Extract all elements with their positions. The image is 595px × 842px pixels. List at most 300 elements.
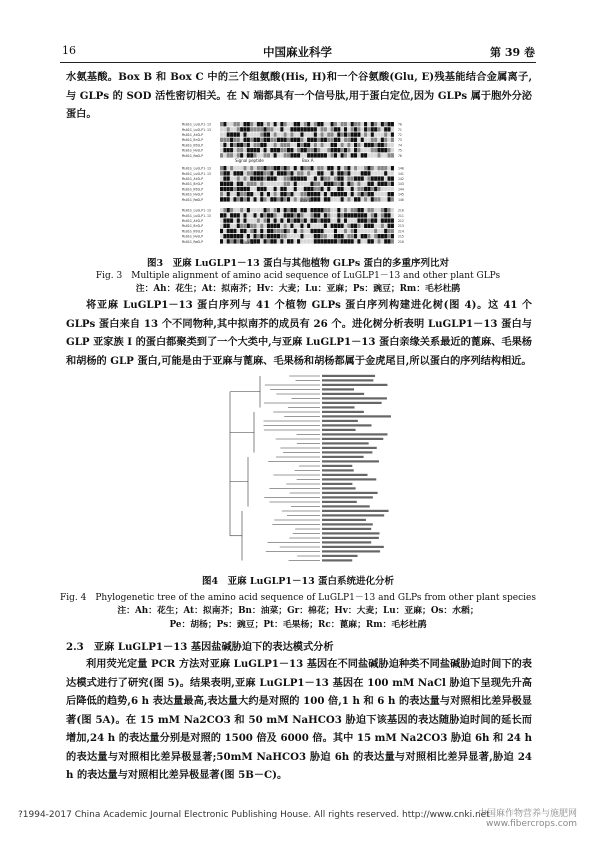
alignment-cell: [344, 213, 347, 217]
alignment-cell: [310, 127, 313, 131]
alignment-cell: [233, 143, 236, 147]
alignment-cell: [354, 132, 357, 136]
alignment-cell: [367, 229, 370, 233]
alignment-cell: [267, 143, 270, 147]
alignment-cell: [367, 187, 370, 191]
alignment-cell: [300, 171, 303, 175]
tree-leaf-label: [322, 388, 354, 390]
alignment-cell: [290, 182, 293, 186]
alignment-cell: [227, 213, 230, 217]
alignment-cell: [304, 132, 307, 136]
alignment-cell: [367, 143, 370, 147]
alignment-cell: [364, 132, 367, 136]
alignment-position: 146: [398, 197, 404, 202]
alignment-cell: [324, 229, 327, 233]
alignment-cell: [300, 213, 303, 217]
alignment-cell: [297, 192, 300, 196]
alignment-cell: [344, 224, 347, 228]
watermark-cn: 中国麻作物营养与施肥网: [477, 809, 577, 819]
alignment-cell: [347, 138, 350, 142]
alignment-cell: [274, 192, 277, 196]
alignment-cell: [321, 148, 324, 152]
alignment-cell: [354, 197, 357, 201]
tree-leaf-label: [322, 559, 352, 561]
alignment-cell: [371, 171, 374, 175]
alignment-cell: [347, 176, 350, 180]
alignment-cell: [237, 218, 240, 222]
alignment-cell: [317, 132, 320, 136]
alignment-cell: [264, 234, 267, 238]
alignment-cell: [341, 127, 344, 131]
alignment-position: 215: [398, 234, 404, 239]
alignment-cell: [250, 148, 253, 152]
alignment-cell: [354, 138, 357, 142]
alignment-cell: [294, 208, 297, 212]
alignment-cell: [277, 187, 280, 191]
alignment-cell: [250, 143, 253, 147]
figure3-caption-en: Fig. 3 Multiple alignment of amino acid sequence of LuGLP1－13 and other plant GLPs: [95, 271, 501, 281]
alignment-cell: [297, 122, 300, 126]
alignment-cell: [227, 127, 230, 131]
alignment-cell: [307, 213, 310, 217]
alignment-cell: [354, 122, 357, 126]
alignment-cell: [264, 208, 267, 212]
alignment-cell: [257, 192, 260, 196]
alignment-cell: [357, 234, 360, 238]
alignment-cell: [331, 127, 334, 131]
alignment-cell: [270, 153, 273, 157]
alignment-cell: [388, 192, 391, 196]
alignment-cell: [294, 182, 297, 186]
alignment-cell: [324, 122, 327, 126]
alignment-cell: [314, 208, 317, 212]
alignment-cell: [321, 132, 324, 136]
alignment-cell: [243, 138, 246, 142]
alignment-cell: [307, 218, 310, 222]
alignment-cell: [250, 176, 253, 180]
alignment-cell: [377, 213, 380, 217]
alignment-cell: [307, 171, 310, 175]
alignment-position: 143: [398, 182, 404, 187]
alignment-cell: [344, 122, 347, 126]
alignment-cell: [297, 166, 300, 170]
alignment-cell: [377, 127, 380, 131]
alignment-cell: [280, 229, 283, 233]
alignment-cell: [277, 182, 280, 186]
alignment-cell: [290, 143, 293, 147]
alignment-cell: [274, 138, 277, 142]
alignment-cell: [220, 166, 223, 170]
alignment-cell: [307, 132, 310, 136]
alignment-cell: [230, 153, 233, 157]
alignment-cell: [361, 239, 364, 243]
alignment-cell: [230, 239, 233, 243]
alignment-cell: [257, 234, 260, 238]
alignment-cell: [227, 148, 230, 152]
alignment-cell: [267, 239, 270, 243]
alignment-cell: [381, 218, 384, 222]
alignment-cell: [357, 187, 360, 191]
alignment-cell: [347, 239, 350, 243]
alignment-cell: [361, 213, 364, 217]
alignment-cell: [341, 208, 344, 212]
alignment-cell: [364, 171, 367, 175]
alignment-cell: [277, 176, 280, 180]
alignment-cell: [314, 153, 317, 157]
alignment-cell: [384, 132, 387, 136]
alignment-cell: [240, 148, 243, 152]
alignment-cell: [237, 187, 240, 191]
alignment-cell: [270, 218, 273, 222]
alignment-cell: [341, 192, 344, 196]
alignment-cell: [388, 208, 391, 212]
alignment-cell: [260, 171, 263, 175]
alignment-cell: [294, 224, 297, 228]
tree-leaf-label: [322, 393, 364, 395]
tree-leaf-label: [322, 505, 370, 507]
alignment-cell: [243, 182, 246, 186]
alignment-cell: [354, 234, 357, 238]
alignment-cell: [391, 153, 394, 157]
alignment-cell: [277, 166, 280, 170]
alignment-cell: [388, 239, 391, 243]
alignment-cell: [233, 122, 236, 126]
alignment-cell: [247, 176, 250, 180]
alignment-cell: [267, 213, 270, 217]
alignment-cell: [310, 218, 313, 222]
alignment-cell: [230, 127, 233, 131]
paragraph-3: 利用荧光定量 PCR 方法对亚麻 LuGLP1－13 基因在不同盐碱胁迫种类不同盐碱胁迫时间下的表达模式进行了研究(图 5)。结果表明,亚麻 LuGLP1－13 基因在 100 mM NaCl 胁迫下呈现先升高后降低的趋势,6 h 表达量最高,表达量大约是对照的 100 倍,1 h 和 6 h 的表达量与对照相比差异极显著(图 5A)。在 15 mM Na2CO3 和 50 mM NaHCO3 胁迫下该基因的表达随胁迫时间的延长而增加,24 h 的表达量分别是对照的 1500 倍及 6000 倍。其中 15 mM Na2CO3 胁迫 6h 和 24 h 的表达量与对照相比差异极显著;50mM NaHCO3 胁迫 6h 的表达量与对照相比差异显著,胁迫 24 h 的表达量与对照相比差异极显著(图 5B－C)。: [66, 658, 532, 781]
tree-leaf-label: [322, 456, 364, 458]
alignment-cell: [317, 148, 320, 152]
alignment-cell: [240, 176, 243, 180]
alignment-cell: [314, 122, 317, 126]
tree-leaf-label: [322, 420, 358, 422]
alignment-cell: [361, 166, 364, 170]
alignment-cell: [223, 182, 226, 186]
alignment-cell: [257, 229, 260, 233]
alignment-cell: [294, 143, 297, 147]
alignment-cell: [243, 127, 246, 131]
alignment-cell: [327, 122, 330, 126]
alignment-cell: [284, 208, 287, 212]
alignment-cell: [260, 166, 263, 170]
alignment-cell: [367, 171, 370, 175]
label-box-b: Box B: [300, 198, 312, 203]
alignment-seq-id: Ms01G_BrGLP: [182, 138, 204, 143]
alignment-cell: [250, 224, 253, 228]
alignment-cell: [384, 239, 387, 243]
label-box-a: Box A: [302, 158, 314, 163]
alignment-cell: [364, 166, 367, 170]
alignment-cell: [317, 224, 320, 228]
alignment-cell: [307, 127, 310, 131]
tree-leaf-label: [322, 496, 373, 498]
alignment-cell: [374, 187, 377, 191]
alignment-cell: [384, 143, 387, 147]
alignment-cell: [247, 138, 250, 142]
alignment-cell: [364, 229, 367, 233]
alignment-cell: [324, 197, 327, 201]
alignment-cell: [290, 197, 293, 201]
alignment-cell: [257, 153, 260, 157]
alignment-cell: [304, 218, 307, 222]
alignment-cell: [347, 208, 350, 212]
alignment-cell: [334, 229, 337, 233]
tree-leaf-label: [322, 451, 372, 453]
alignment-cell: [341, 197, 344, 201]
alignment-cell: [254, 127, 257, 131]
alignment-cell: [267, 127, 270, 131]
alignment-cell: [327, 224, 330, 228]
alignment-cell: [314, 192, 317, 196]
alignment-cell: [331, 148, 334, 152]
alignment-cell: [243, 192, 246, 196]
alignment-cell: [374, 166, 377, 170]
alignment-cell: [267, 153, 270, 157]
alignment-cell: [237, 182, 240, 186]
alignment-cell: [240, 208, 243, 212]
alignment-cell: [334, 122, 337, 126]
alignment-cell: [364, 187, 367, 191]
tree-leaf-label: [322, 460, 379, 462]
alignment-cell: [227, 138, 230, 142]
alignment-cell: [230, 229, 233, 233]
alignment-cell: [264, 187, 267, 191]
alignment-cell: [300, 182, 303, 186]
alignment-cell: [388, 148, 391, 152]
alignment-cell: [250, 132, 253, 136]
alignment-cell: [257, 197, 260, 201]
tree-leaf-label: [322, 541, 371, 543]
alignment-cell: [294, 239, 297, 243]
alignment-seq-id: Ms01G_BrGLP: [182, 224, 204, 229]
alignment-cell: [347, 234, 350, 238]
alignment-cell: [223, 192, 226, 196]
alignment-cell: [351, 234, 354, 238]
alignment-seq-id: Ms01G_HvGLP: [182, 192, 204, 197]
alignment-cell: [250, 208, 253, 212]
alignment-cell: [240, 143, 243, 147]
alignment-cell: [341, 153, 344, 157]
alignment-cell: [304, 122, 307, 126]
alignment-cell: [361, 176, 364, 180]
alignment-cell: [230, 138, 233, 142]
alignment-cell: [331, 182, 334, 186]
alignment-cell: [267, 138, 270, 142]
alignment-cell: [357, 192, 360, 196]
alignment-cell: [270, 239, 273, 243]
alignment-cell: [277, 153, 280, 157]
alignment-cell: [357, 171, 360, 175]
alignment-cell: [344, 182, 347, 186]
alignment-position: 141: [398, 171, 404, 176]
alignment-cell: [237, 127, 240, 131]
alignment-cell: [270, 208, 273, 212]
alignment-cell: [240, 213, 243, 217]
figure4-caption-en: Fig. 4 Phylogenetic tree of the amino acid sequence of LuGLP1－13 and GLPs from other plant species: [60, 593, 536, 603]
alignment-cell: [233, 208, 236, 212]
alignment-cell: [300, 132, 303, 136]
alignment-cell: [351, 224, 354, 228]
alignment-cell: [324, 143, 327, 147]
alignment-cell: [254, 229, 257, 233]
alignment-cell: [310, 187, 313, 191]
alignment-cell: [223, 127, 226, 131]
alignment-cell: [307, 153, 310, 157]
alignment-cell: [384, 166, 387, 170]
alignment-cell: [257, 187, 260, 191]
alignment-cell: [357, 229, 360, 233]
alignment-cell: [294, 187, 297, 191]
alignment-cell: [354, 239, 357, 243]
alignment-cell: [240, 153, 243, 157]
alignment-cell: [274, 176, 277, 180]
tree-leaf-label: [322, 550, 380, 552]
alignment-cell: [223, 218, 226, 222]
alignment-cell: [277, 229, 280, 233]
alignment-cell: [377, 148, 380, 152]
alignment-cell: [344, 229, 347, 233]
alignment-cell: [254, 171, 257, 175]
tree-leaf-label: [322, 523, 373, 525]
alignment-cell: [297, 171, 300, 175]
alignment-cell: [391, 171, 394, 175]
alignment-cell: [371, 122, 374, 126]
alignment-cell: [267, 171, 270, 175]
alignment-cell: [374, 143, 377, 147]
alignment-cell: [361, 138, 364, 142]
alignment-cell: [374, 148, 377, 152]
alignment-cell: [233, 166, 236, 170]
alignment-cell: [250, 192, 253, 196]
alignment-cell: [227, 234, 230, 238]
alignment-cell: [361, 192, 364, 196]
alignment-cell: [357, 176, 360, 180]
alignment-cell: [243, 153, 246, 157]
alignment-cell: [334, 192, 337, 196]
alignment-cell: [391, 224, 394, 228]
alignment-cell: [391, 166, 394, 170]
alignment-cell: [381, 229, 384, 233]
alignment-cell: [237, 171, 240, 175]
alignment-cell: [264, 218, 267, 222]
alignment-cell: [317, 229, 320, 233]
alignment-cell: [388, 187, 391, 191]
alignment-cell: [257, 132, 260, 136]
alignment-cell: [250, 127, 253, 131]
alignment-seq-id: Ms01G_LuGLP1-13: [182, 122, 211, 127]
alignment-cell: [371, 132, 374, 136]
alignment-cell: [220, 224, 223, 228]
alignment-cell: [254, 187, 257, 191]
alignment-cell: [361, 197, 364, 201]
alignment-cell: [287, 127, 290, 131]
alignment-cell: [277, 224, 280, 228]
alignment-cell: [233, 213, 236, 217]
alignment-cell: [388, 143, 391, 147]
alignment-cell: [267, 132, 270, 136]
alignment-cell: [290, 192, 293, 196]
alignment-cell: [351, 122, 354, 126]
alignment-cell: [257, 138, 260, 142]
alignment-cell: [237, 197, 240, 201]
alignment-cell: [321, 127, 324, 131]
alignment-cell: [327, 239, 330, 243]
alignment-cell: [240, 122, 243, 126]
alignment-cell: [321, 234, 324, 238]
tree-leaf-label: [322, 478, 376, 480]
alignment-cell: [307, 234, 310, 238]
alignment-cell: [304, 239, 307, 243]
alignment-cell: [257, 143, 260, 147]
alignment-cell: [327, 143, 330, 147]
alignment-cell: [384, 182, 387, 186]
alignment-cell: [280, 176, 283, 180]
alignment-cell: [237, 213, 240, 217]
alignment-cell: [220, 208, 223, 212]
alignment-position: 73: [398, 138, 402, 143]
alignment-cell: [290, 176, 293, 180]
alignment-cell: [364, 234, 367, 238]
alignment-cell: [227, 132, 230, 136]
alignment-cell: [297, 208, 300, 212]
alignment-cell: [354, 224, 357, 228]
tree-leaf-label: [322, 469, 354, 471]
alignment-cell: [300, 234, 303, 238]
alignment-cell: [357, 224, 360, 228]
alignment-cell: [237, 122, 240, 126]
alignment-cell: [247, 127, 250, 131]
alignment-cell: [381, 171, 384, 175]
alignment-cell: [374, 171, 377, 175]
alignment-cell: [364, 192, 367, 196]
alignment-cell: [381, 166, 384, 170]
alignment-seq-id: Ms01G_LuGLP1-13: [182, 213, 211, 218]
alignment-cell: [277, 218, 280, 222]
alignment-cell: [267, 176, 270, 180]
alignment-cell: [243, 187, 246, 191]
alignment-cell: [317, 153, 320, 157]
alignment-cell: [347, 187, 350, 191]
alignment-cell: [284, 234, 287, 238]
alignment-cell: [287, 208, 290, 212]
alignment-cell: [250, 153, 253, 157]
alignment-cell: [371, 229, 374, 233]
alignment-cell: [331, 197, 334, 201]
alignment-cell: [331, 166, 334, 170]
alignment-cell: [374, 127, 377, 131]
alignment-cell: [274, 224, 277, 228]
alignment-cell: [371, 148, 374, 152]
alignment-cell: [270, 229, 273, 233]
alignment-cell: [377, 197, 380, 201]
figure4-note-line1: 注：Ah：花生；At：拟南芥；Bn：油菜；Gr：棉花；Hv：大麦；Lu：亚麻；Os：水稻；: [117, 606, 479, 616]
alignment-cell: [294, 218, 297, 222]
alignment-cell: [321, 192, 324, 196]
alignment-cell: [220, 218, 223, 222]
alignment-cell: [270, 132, 273, 136]
alignment-cell: [391, 182, 394, 186]
alignment-cell: [347, 127, 350, 131]
alignment-cell: [274, 182, 277, 186]
figure3-alignment: [180, 120, 420, 250]
alignment-cell: [307, 187, 310, 191]
alignment-cell: [388, 224, 391, 228]
alignment-cell: [237, 143, 240, 147]
alignment-cell: [264, 192, 267, 196]
alignment-cell: [277, 127, 280, 131]
